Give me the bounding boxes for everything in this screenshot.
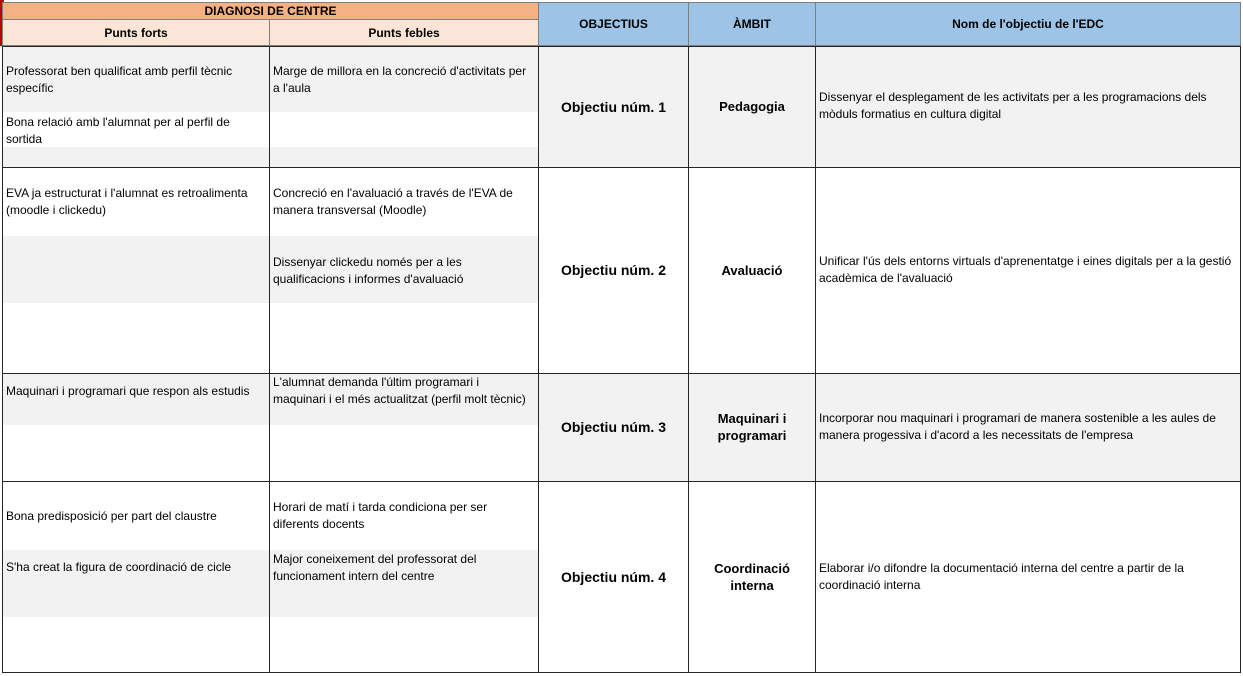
objectius-header: OBJECTIUS [538, 2, 689, 46]
nom-objectiu-header: Nom de l'objectiu de l'EDC [815, 2, 1241, 46]
objectiu-label: Objectiu núm. 4 [560, 568, 666, 585]
row-separator [2, 373, 1241, 374]
punt-fort: Professorat ben qualificat amb perfil tècnic específic [6, 64, 233, 95]
punt-fort: Maquinari i programari que respon als estudis [6, 384, 250, 398]
row-separator [2, 167, 1241, 168]
punt-fort: EVA ja estructurat i l'alumnat es retroalimenta (moodle i clickedu) [6, 186, 248, 217]
objectiu-label: Objectiu núm. 1 [560, 98, 666, 115]
ambit-header: ÀMBIT [688, 2, 816, 46]
punt-feble: Dissenyar clickedu només per a les qualificacions i informes d'avaluació [273, 255, 464, 286]
objectiu-description: Dissenyar el desplegament de les activitats per a les programacions dels mòduls formatius en cultura digital [819, 90, 1207, 121]
col-febles-border [269, 46, 539, 673]
col-nom-border [815, 46, 1241, 673]
col-forts-border [2, 46, 270, 673]
ambit-label: Maquinari i programari [717, 411, 787, 443]
objectiu-label: Objectiu núm. 3 [560, 419, 666, 435]
punt-feble: Horari de matí i tarda condiciona per ser diferents docents [273, 500, 488, 531]
objectiu-description: Unificar l'ús dels entorns virtuals d'aprenentatge i eines digitals per a la gestió acadèmica de l'avaluació [819, 254, 1232, 285]
diagnosi-header: DIAGNOSI DE CENTRE [2, 2, 539, 20]
row-separator [2, 481, 1241, 482]
ambit-label: Pedagogia [719, 99, 785, 114]
row-separator [2, 46, 1241, 47]
punt-feble: Marge de millora en la concreció d'activitats per a l'aula [273, 64, 527, 95]
ambit-label: Coordinació interna [714, 560, 790, 593]
punts-febles-header: Punts febles [269, 19, 539, 46]
ambit-label: Avaluació [721, 262, 783, 278]
punt-feble: Major coneixement del professorat del funcionament intern del centre [273, 552, 477, 583]
col-objectius-border [538, 46, 689, 673]
objectiu-description: Elaborar i/o difondre la documentació interna del centre a partir de la coordinació interna [819, 561, 1184, 592]
punt-fort: S'ha creat la figura de coordinació de cicle [6, 560, 232, 574]
punts-forts-header: Punts forts [2, 19, 270, 46]
objectiu-label: Objectiu núm. 2 [560, 262, 666, 278]
objectiu-description: Incorporar nou maquinari i programari de manera sostenible a les aules de manera progessiva i d'acord a les necessitats de l'empresa [819, 411, 1216, 442]
punt-fort: Bona relació amb l'alumnat per al perfil de sortida [6, 115, 230, 146]
punt-feble: Concreció en l'avaluació a través de l'EVA de manera transversal (Moodle) [273, 186, 513, 217]
punt-feble: L'alumnat demanda l'últim programari i maquinari i el més actualitzat (perfil molt tècnic) [273, 375, 526, 406]
punt-fort: Bona predisposició per part del claustre [6, 509, 217, 523]
col-ambit-border [688, 46, 816, 673]
